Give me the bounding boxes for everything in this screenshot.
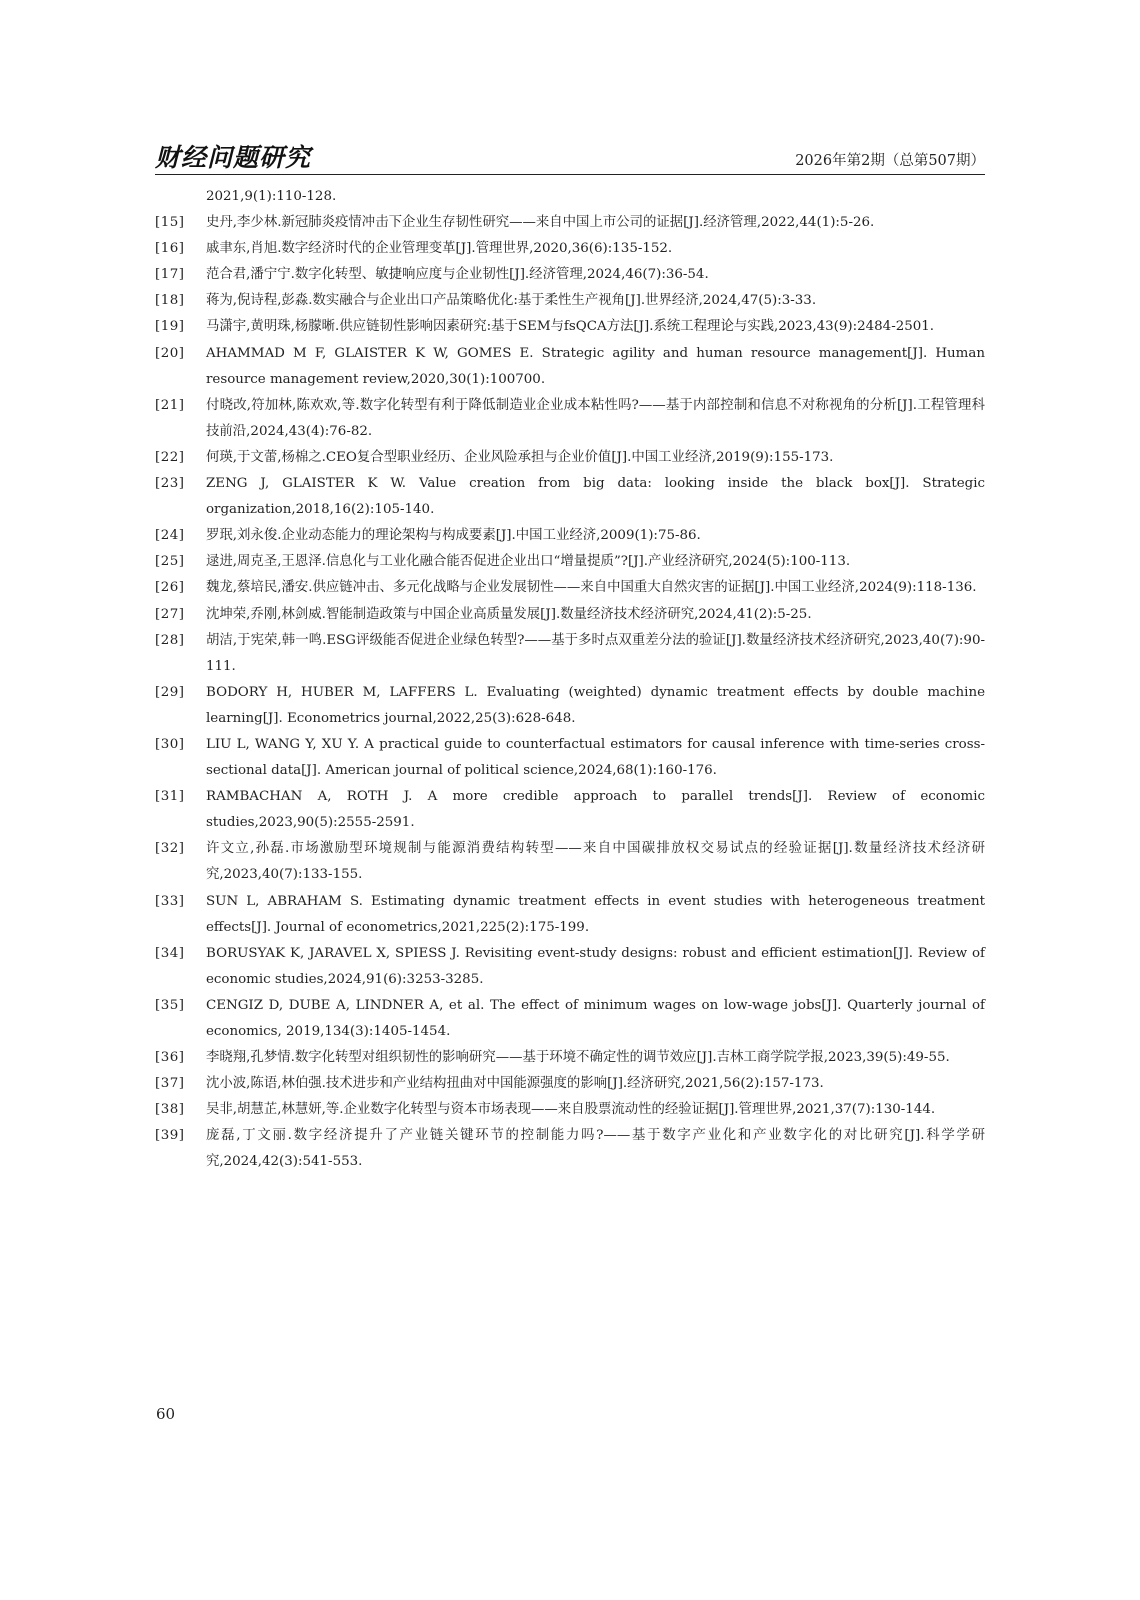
reference-text: 庞磊,丁文丽.数字经济提升了产业链关键环节的控制能力吗?——基于数字产业化和产业数字化的对比研究[J].科学学研究,2024,42(3):541-553. [206, 1128, 985, 1170]
reference-item [155, 210, 985, 236]
reference-text: 付晓改,符加林,陈欢欢,等.数字化转型有利于降低制造业企业成本粘性吗?——基于内部控制和信息不对称视角的分析[J].工程管理科技前沿,2024,43(4):76-82. [206, 397, 985, 439]
reference-item [155, 941, 985, 993]
reference-item [155, 1045, 985, 1071]
reference-text: 吴非,胡慧芷,林慧妍,等.企业数字化转型与资本市场表现——来自股票流动性的经验证据[J].管理世界,2021,37(7):130-144. [206, 1102, 936, 1118]
reference-item [155, 1071, 985, 1097]
reference-number: [20] [155, 345, 185, 361]
reference-number: [33] [155, 893, 185, 909]
reference-item [155, 236, 985, 262]
reference-number: [16] [155, 241, 185, 257]
reference-item [155, 602, 985, 628]
reference-number: [34] [155, 945, 185, 961]
reference-text: RAMBACHAN A, ROTH J. A more credible approach to parallel trends[J]. Review of economic studies,2023,90(5):2555-2591. [206, 789, 985, 831]
reference-text: 史丹,李少林.新冠肺炎疫情冲击下企业生存韧性研究——来自中国上市公司的证据[J].经济管理,2022,44(1):5-26. [206, 215, 875, 231]
reference-text: BORUSYAK K, JARAVEL X, SPIESS J. Revisiting event-study designs: robust and efficient estimation[J]. Review of economic studies,2024,91(6):3253-3285. [206, 945, 985, 987]
reference-number: [21] [155, 397, 185, 413]
reference-number: [28] [155, 632, 185, 648]
reference-number: [36] [155, 1050, 185, 1066]
reference-number: [29] [155, 684, 185, 700]
reference-item [155, 262, 985, 288]
reference-item [155, 784, 985, 836]
reference-number: [27] [155, 606, 185, 622]
reference-text: 何瑛,于文蕾,杨棉之.CEO复合型职业经历、企业风险承担与企业价值[J].中国工业经济,2019(9):155-173. [206, 449, 834, 465]
reference-number: [39] [155, 1128, 185, 1144]
reference-item [155, 549, 985, 575]
reference-item [155, 341, 985, 393]
reference-number: [37] [155, 1076, 185, 1092]
reference-item [155, 523, 985, 549]
reference-text: 许文立,孙磊.市场激励型环境规制与能源消费结构转型——来自中国碳排放权交易试点的经验证据[J].数量经济技术经济研究,2023,40(7):133-155. [206, 841, 985, 883]
reference-number: [23] [155, 476, 185, 492]
reference-text: 胡洁,于宪荣,韩一鸣.ESG评级能否促进企业绿色转型?——基于多时点双重差分法的验证[J].数量经济技术经济研究,2023,40(7):90-111. [206, 632, 985, 674]
reference-text: BODORY H, HUBER M, LAFFERS L. Evaluating (weighted) dynamic treatment effects by double machine learning[J]. Econometrics journal,2022,25(3):628-648. [206, 684, 985, 726]
reference-text: 2021,9(1):110-128. [206, 189, 337, 204]
reference-text: SUN L, ABRAHAM S. Estimating dynamic treatment effects in event studies with heterogeneous treatment effects[J]. Journal of econometrics,2021,225(2):175-199. [206, 893, 985, 935]
reference-number: [22] [155, 449, 185, 465]
reference-item [155, 628, 985, 680]
reference-text: 魏龙,蔡培民,潘安.供应链冲击、多元化战略与企业发展韧性——来自中国重大自然灾害的证据[J].中国工业经济,2024(9):118-136. [206, 580, 977, 596]
reference-number: [31] [155, 789, 185, 805]
reference-text: 逯进,周克圣,王恩泽.信息化与工业化融合能否促进企业出口“增量提质”?[J].产业经济研究,2024(5):100-113. [206, 554, 851, 570]
reference-number: [24] [155, 528, 185, 544]
reference-text: 范合君,潘宁宁.数字化转型、敏捷响应度与企业韧性[J].经济管理,2024,46(7):36-54. [206, 267, 709, 283]
reference-number: [17] [155, 267, 185, 283]
reference-number: [15] [155, 215, 185, 231]
reference-text: 戚聿东,肖旭.数字经济时代的企业管理变革[J].管理世界,2020,36(6):135-152. [206, 241, 673, 257]
journal-title: 财经问题研究 [155, 143, 312, 172]
reference-number: [19] [155, 319, 185, 335]
reference-text: 罗珉,刘永俊.企业动态能力的理论架构与构成要素[J].中国工业经济,2009(1):75-86. [206, 528, 701, 544]
reference-text: 李晓翔,孔梦情.数字化转型对组织韧性的影响研究——基于环境不确定性的调节效应[J].吉林工商学院学报,2023,39(5):49-55. [206, 1050, 950, 1066]
reference-text: 马潇宇,黄明珠,杨朦晰.供应链韧性影响因素研究:基于SEM与fsQCA方法[J].系统工程理论与实践,2023,43(9):2484-2501. [206, 319, 935, 335]
reference-item [155, 445, 985, 471]
reference-item [155, 889, 985, 941]
reference-item [155, 836, 985, 888]
reference-number: [32] [155, 841, 185, 857]
reference-item [155, 732, 985, 784]
running-header [155, 138, 985, 175]
reference-item [155, 393, 985, 445]
reference-item [155, 314, 985, 340]
reference-item [155, 288, 985, 314]
reference-item [155, 184, 985, 210]
page-number: 60 [156, 1405, 176, 1423]
reference-text: CENGIZ D, DUBE A, LINDNER A, et al. The effect of minimum wages on low-wage jobs[J]. Quarterly journal of economics, 2019,134(3):1405-1454. [206, 997, 985, 1039]
reference-text: ZENG J, GLAISTER K W. Value creation from big data: looking inside the black box[J]. Strategic organization,2018,16(2):105-140. [206, 476, 985, 518]
reference-item [155, 575, 985, 601]
reference-number: [35] [155, 997, 185, 1013]
reference-item [155, 1097, 985, 1123]
reference-list [155, 184, 985, 1176]
reference-number: [25] [155, 554, 185, 570]
reference-text: LIU L, WANG Y, XU Y. A practical guide to counterfactual estimators for causal inference with time-series cross-sectional data[J]. American journal of political science,2024,68(1):160-176. [206, 736, 985, 779]
reference-text: 蒋为,倪诗程,彭淼.数实融合与企业出口产品策略优化:基于柔性生产视角[J].世界经济,2024,47(5):3-33. [206, 293, 817, 309]
reference-item [155, 993, 985, 1045]
reference-number: [18] [155, 293, 185, 309]
reference-number: [30] [155, 736, 185, 752]
reference-text: 沈小波,陈语,林伯强.技术进步和产业结构扭曲对中国能源强度的影响[J].经济研究,2021,56(2):157-173. [206, 1076, 824, 1092]
reference-text: 沈坤荣,乔刚,林剑威.智能制造政策与中国企业高质量发展[J].数量经济技术经济研究,2024,41(2):5-25. [206, 606, 812, 622]
reference-item [155, 680, 985, 732]
reference-item [155, 1123, 985, 1175]
reference-item [155, 471, 985, 523]
reference-number: [38] [155, 1102, 185, 1118]
reference-number: [26] [155, 580, 185, 596]
reference-text: AHAMMAD M F, GLAISTER K W, GOMES E. Strategic agility and human resource management[J]. Human resource management review,2020,30(1):100700. [206, 345, 985, 387]
issue-info: 2026年第2期（总第507期） [795, 153, 985, 169]
